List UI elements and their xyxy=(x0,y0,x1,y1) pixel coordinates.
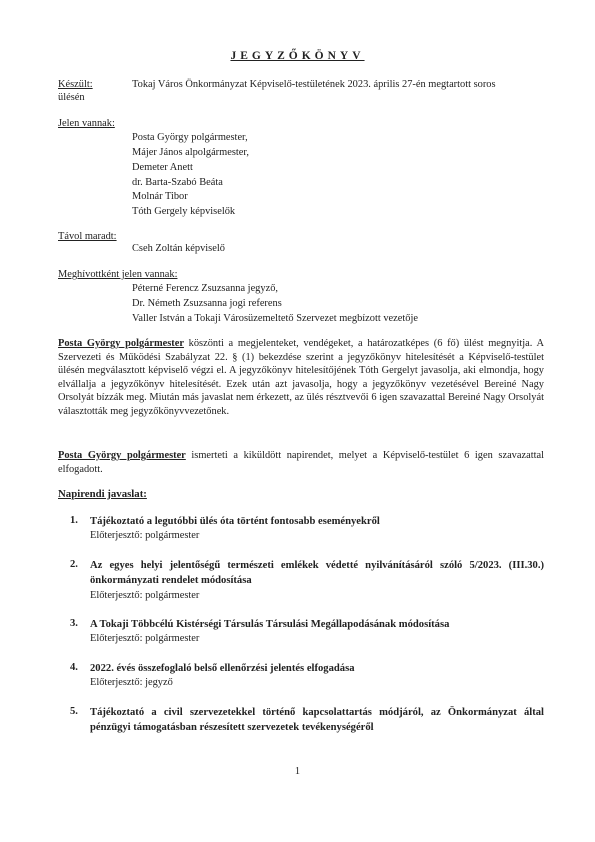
attendee: Demeter Anett xyxy=(132,162,193,173)
agenda-item-title: Tájékoztató a legutóbbi ülés óta történt fontosabb eseményekről xyxy=(90,516,380,527)
speaker-name: Posta György polgármester xyxy=(58,450,186,461)
absentee: Cseh Zoltán képviselő xyxy=(132,243,225,254)
speaker-name: Posta György polgármester xyxy=(58,338,184,349)
agenda-item-number: 2. xyxy=(70,559,78,570)
attendee: Májer János alpolgármester, xyxy=(132,147,250,158)
page-number: 1 xyxy=(294,766,301,777)
attendee: dr. Barta-Szabó Beáta xyxy=(132,177,223,188)
agenda-item-number: 5. xyxy=(70,706,78,717)
agenda-item-presenter: Előterjesztő: polgármester xyxy=(90,590,200,601)
attendee: Molnár Tibor xyxy=(132,191,188,202)
agenda-item-presenter: Előterjesztő: polgármester xyxy=(90,530,200,541)
keszult-label: Készült: xyxy=(58,79,93,90)
agenda-item-title: Az egyes helyi jelentőségű természeti emlékek védetté nyilvánításáról szóló 5/2023. (III.30.) önkormányzati rendelet módosítása xyxy=(90,560,544,587)
agenda-item-number: 1. xyxy=(70,515,78,526)
attendee: Tóth Gergely képviselők xyxy=(132,206,236,217)
agenda-item-title: Tájékoztató a civil szervezetekkel történő kapcsolattartás módjáról, az Önkormányzat által pénzügyi támogatásban részesített szervezetek tevékenységéről xyxy=(90,707,544,734)
guest: Valler István a Tokaji Városüzemeltető Szervezet megbízott vezetője xyxy=(132,313,418,324)
agenda-item-title: A Tokaji Többcélú Kistérségi Társulás Társulási Megállapodásának módosítása xyxy=(90,619,450,630)
agenda-heading: Napirendi javaslat: xyxy=(58,488,147,500)
document-title: JEGYZŐKÖNYV xyxy=(230,50,365,62)
agenda-acceptance-paragraph xyxy=(58,449,544,476)
jelen-vannak-label: Jelen vannak: xyxy=(58,118,115,129)
meghivottkent-label: Meghívottként jelen vannak: xyxy=(58,269,178,280)
guest: Péterné Ferencz Zsuzsanna jegyző, xyxy=(132,283,278,294)
paragraph-text: köszönti a megjelenteket, vendégeket, a határozatképes (6 fő) ülést megnyitja. A Szervezeti és Működési Szabályzat 22. § (1) bekezdése szerint a jegyzőkönyv hitelesítését a Képviselő-testület ülésén megválasztott képviselő végzi el. A jegyzőkönyv hitelesítőjének Tóth Gergelyt javasolja, aki elmondja, hogy elvállalja a jegyzőkönyv hitelesítését. Ezek után azt javasolja, hogy a jegyzőkönyv vezetésével Bereiné Nagy Orsolyát bízzák meg. Miután más javaslat nem érkezett, az ülés résztvevői 6 igen szavazattal Bereiné Nagy Orsolyát választották meg jegyzőkönyvvezetőnek. xyxy=(58,338,544,417)
paragraph-text: ismerteti a kiküldött napirendet, melyet a Képviselő-testület 6 igen szavazattal elfogadott. xyxy=(58,450,544,475)
agenda-item-presenter: Előterjesztő: jegyző xyxy=(90,677,173,688)
keszult-text-line1: Tokaj Város Önkormányzat Képviselő-testületének 2023. április 27-én megtartott soros xyxy=(132,79,496,90)
attendee: Posta György polgármester, xyxy=(132,132,248,143)
agenda-item-number: 4. xyxy=(70,662,78,673)
keszult-block xyxy=(58,78,93,91)
agenda-item-title: 2022. évés összefoglaló belső ellenőrzési jelentés elfogadása xyxy=(90,663,355,674)
keszult-text-line2: ülésén xyxy=(58,92,85,103)
guest: Dr. Németh Zsuzsanna jogi referens xyxy=(132,298,282,309)
agenda-item-presenter: Előterjesztő: polgármester xyxy=(90,633,200,644)
opening-paragraph xyxy=(58,337,544,419)
agenda-item-number: 3. xyxy=(70,618,78,629)
tavol-maradt-label: Távol maradt: xyxy=(58,231,117,242)
